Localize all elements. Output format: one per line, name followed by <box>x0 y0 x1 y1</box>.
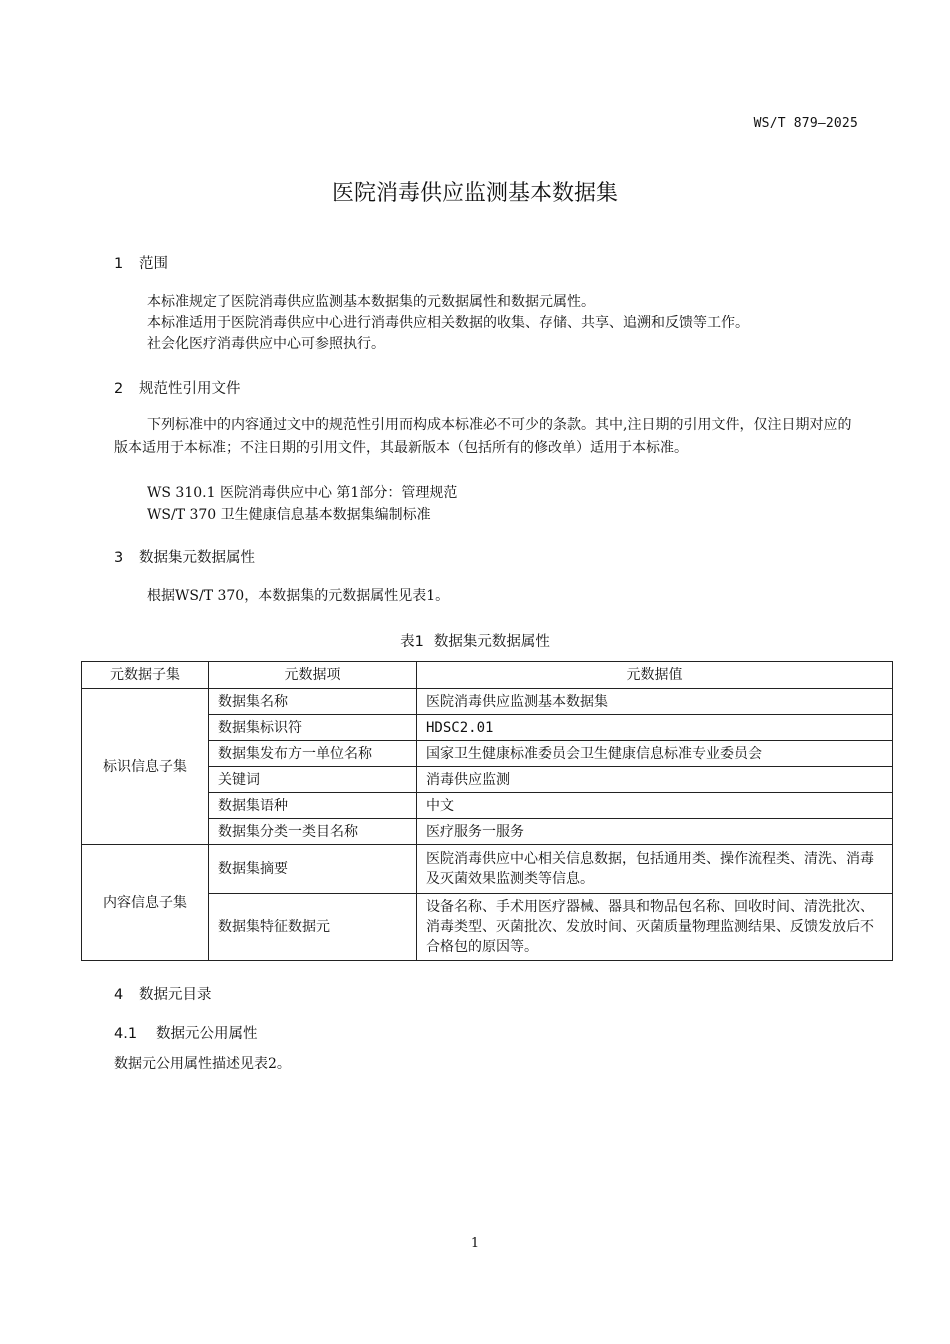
section-2-number: 2 <box>114 381 124 397</box>
section-3-heading <box>114 546 255 567</box>
section-1-paragraph: 本标准规定了医院消毒供应监测基本数据集的元数据属性和数据元属性。 <box>147 294 595 310</box>
section-2-title: 规范性引用文件 <box>139 381 241 397</box>
section-1-heading <box>114 252 168 273</box>
item-cell: 数据集摘要 <box>209 845 417 894</box>
section-1-title: 范围 <box>139 256 168 272</box>
document-title: 医院消毒供应监测基本数据集 <box>331 181 618 206</box>
value-cell: 设备名称、手术用医疗器械、器具和物品包名称、回收时间、清洗批次、消毒类型、灭菌批次、发放时间、灭菌质量物理监测结果、反馈发放后不合格包的原因等。 <box>417 894 893 961</box>
section-1-number: 1 <box>114 256 124 272</box>
section-1-body <box>147 292 749 355</box>
value-cell: 中文 <box>417 793 893 819</box>
table-header-cell: 元数据值 <box>417 662 893 689</box>
section-1-paragraph: 社会化医疗消毒供应中心可参照执行。 <box>147 336 385 352</box>
section-3-number: 3 <box>114 550 124 566</box>
page-number: 1 <box>470 1236 480 1251</box>
table-header-cell: 元数据子集 <box>82 662 209 689</box>
value-cell: 国家卫生健康标准委员会卫生健康信息标准专业委员会 <box>417 741 893 767</box>
section-3-title: 数据集元数据属性 <box>139 550 255 566</box>
reference-item: WS/T 370 卫生健康信息基本数据集编制标准 <box>147 507 431 523</box>
value-cell: 消毒供应监测 <box>417 767 893 793</box>
normative-references <box>147 483 457 526</box>
section-4-1-text: 数据元公用属性描述见表2。 <box>114 1056 291 1072</box>
item-cell: 数据集发布方一单位名称 <box>209 741 417 767</box>
section-4-1-title: 数据元公用属性 <box>156 1026 258 1042</box>
section-4-1-heading <box>114 1022 258 1043</box>
value-cell: HDSC2.01 <box>417 715 893 741</box>
section-4-number: 4 <box>114 987 124 1003</box>
section-3-text: 根据WS/T 370，本数据集的元数据属性见表1。 <box>147 588 450 604</box>
reference-item: WS 310.1 医院消毒供应中心 第1部分：管理规范 <box>147 485 458 501</box>
value-cell: 医疗服务一服务 <box>417 819 893 845</box>
section-2-heading <box>114 377 241 398</box>
section-2-intro: 下列标准中的内容通过文中的规范性引用而构成本标准必不可少的条款。其中,注日期的引用文件，仅注日期对应的版本适用于本标准；不注日期的引用文件，其最新版本（包括所有的修改单）适用于本标准。 <box>114 417 852 456</box>
table-1-number: 表1 <box>400 634 424 650</box>
section-4-1-number: 4.1 <box>114 1026 138 1042</box>
item-cell: 数据集名称 <box>209 689 417 715</box>
section-1-paragraph: 本标准适用于医院消毒供应中心进行消毒供应相关数据的收集、存储、共享、追溯和反馈等工作。 <box>147 315 749 331</box>
table-header-row <box>82 662 893 689</box>
group-cell-content: 内容信息子集 <box>82 845 209 961</box>
metadata-table <box>81 661 893 961</box>
section-4-title: 数据元目录 <box>139 987 212 1003</box>
table-row <box>82 689 893 715</box>
value-cell: 医院消毒供应中心相关信息数据，包括通用类、操作流程类、清洗、消毒及灭菌效果监测类等信息。 <box>417 845 893 894</box>
table-header-cell: 元数据项 <box>209 662 417 689</box>
table-row <box>82 845 893 894</box>
item-cell: 关键词 <box>209 767 417 793</box>
item-cell: 数据集标识符 <box>209 715 417 741</box>
value-cell: 医院消毒供应监测基本数据集 <box>417 689 893 715</box>
table-1-caption <box>0 630 950 651</box>
section-4-heading <box>114 983 212 1004</box>
table-1-title: 数据集元数据属性 <box>433 634 550 650</box>
group-cell-identification: 标识信息子集 <box>82 689 209 845</box>
item-cell: 数据集分类一类目名称 <box>209 819 417 845</box>
item-cell: 数据集语种 <box>209 793 417 819</box>
item-cell: 数据集特征数据元 <box>209 894 417 961</box>
document-number: WS/T 879—2025 <box>753 116 858 131</box>
